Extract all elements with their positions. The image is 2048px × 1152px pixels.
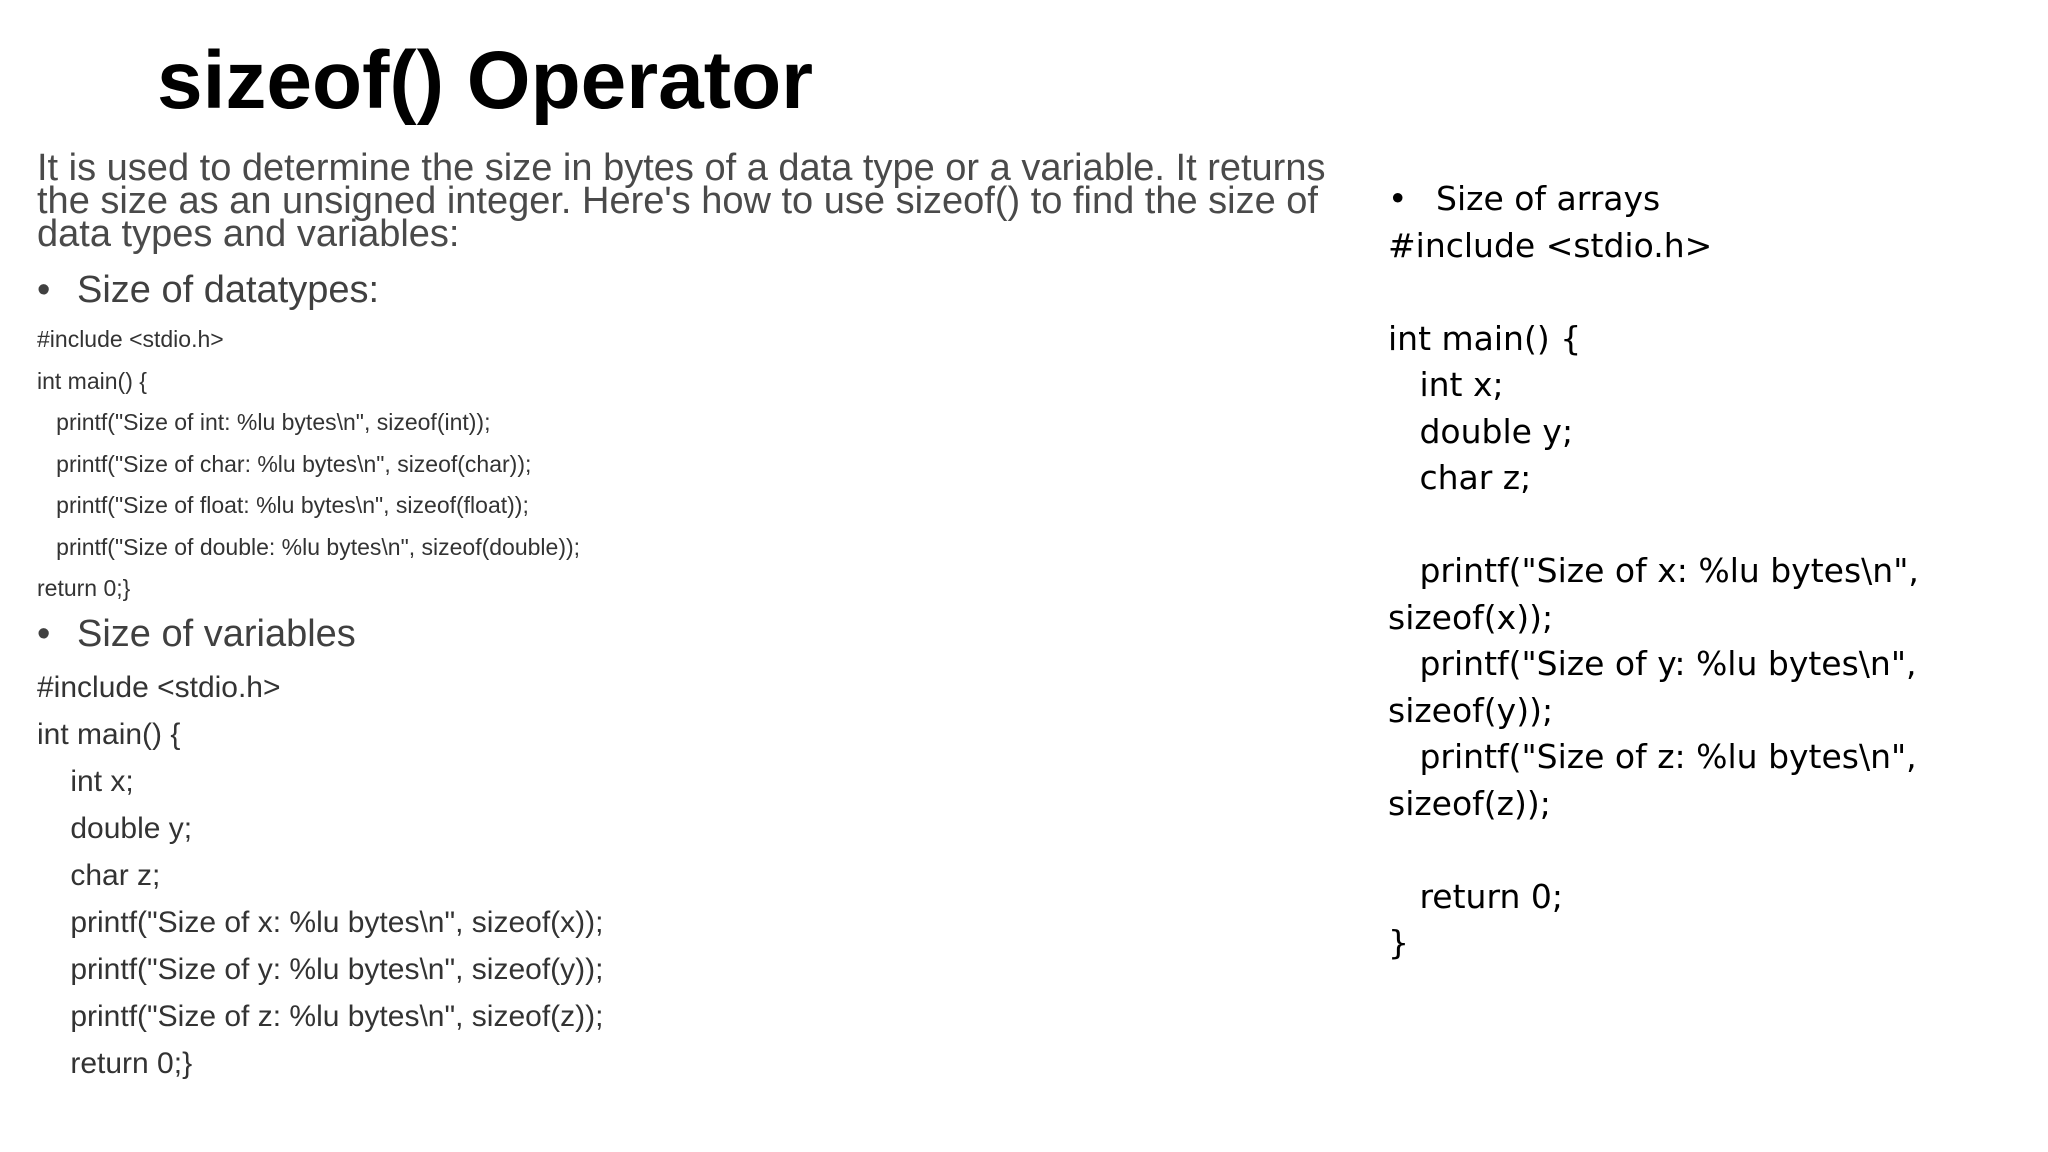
code-line: printf("Size of x: %lu bytes\n", sizeof(x));	[37, 906, 604, 939]
code-line: printf("Size of x: %lu bytes\n",	[1388, 551, 1919, 590]
code-line: return 0;	[1388, 876, 1563, 916]
variables-heading: Size of variables	[77, 613, 356, 655]
code-line: #include <stdio.h>	[37, 671, 281, 704]
code-line: #include <stdio.h>	[1388, 225, 1713, 265]
code-line: printf("Size of z: %lu bytes\n", sizeof(z));	[37, 1000, 604, 1033]
code-line: printf("Size of float: %lu bytes\n", sizeof(float));	[37, 492, 529, 518]
code-line: return 0;}	[37, 1047, 193, 1080]
bullet-dot-icon: •	[37, 613, 51, 655]
slide-title: sizeof() Operator	[157, 35, 814, 126]
bullet-dot-icon: •	[37, 269, 51, 311]
arrays-code-block	[1388, 223, 1919, 967]
code-line: int main() {	[1388, 318, 1582, 358]
code-line: return 0;}	[37, 575, 131, 601]
bullet-size-of-arrays	[1388, 176, 1919, 223]
code-line: printf("Size of y: %lu bytes\n",	[1388, 644, 1917, 683]
datatypes-code-block	[37, 319, 580, 610]
bullet-size-of-datatypes	[37, 271, 379, 309]
code-line: printf("Size of int: %lu bytes\n", sizeof(int));	[37, 409, 491, 435]
code-line: int main() {	[37, 718, 181, 751]
bullet-size-of-variables	[37, 615, 356, 653]
code-line	[1388, 827, 1919, 874]
code-line: int x;	[1388, 365, 1504, 404]
variables-code-block	[37, 664, 603, 1087]
code-line: double y;	[37, 812, 193, 845]
code-line: printf("Size of char: %lu bytes\n", sizeof(char));	[37, 450, 532, 477]
code-line: char z;	[37, 859, 161, 892]
code-line: char z;	[1388, 458, 1532, 497]
datatypes-heading: Size of datatypes:	[77, 269, 380, 311]
code-line	[1388, 502, 1919, 549]
arrays-column	[1388, 176, 1919, 967]
code-line: double y;	[1388, 411, 1574, 451]
code-line: #include <stdio.h>	[37, 326, 224, 352]
code-line: int x;	[37, 765, 134, 798]
code-line: int main() {	[37, 367, 147, 394]
bullet-dot-icon: •	[1388, 179, 1408, 218]
intro-paragraph: It is used to determine the size in bytes of a data type or a variable. It returns the size as an unsigned integer. Here's how to use sizeof() to find the size of data types and variables:	[37, 147, 1326, 255]
code-line: sizeof(z));	[1388, 783, 1551, 823]
code-line: sizeof(x));	[1388, 597, 1554, 637]
code-line: printf("Size of z: %lu bytes\n",	[1388, 737, 1917, 776]
code-line: printf("Size of double: %lu bytes\n", sizeof(double));	[37, 533, 581, 560]
code-line	[1388, 269, 1919, 316]
code-line: sizeof(y));	[1388, 690, 1554, 730]
code-line: }	[1388, 923, 1409, 962]
arrays-heading: Size of arrays	[1436, 179, 1661, 218]
code-line: printf("Size of y: %lu bytes\n", sizeof(y));	[37, 953, 604, 986]
